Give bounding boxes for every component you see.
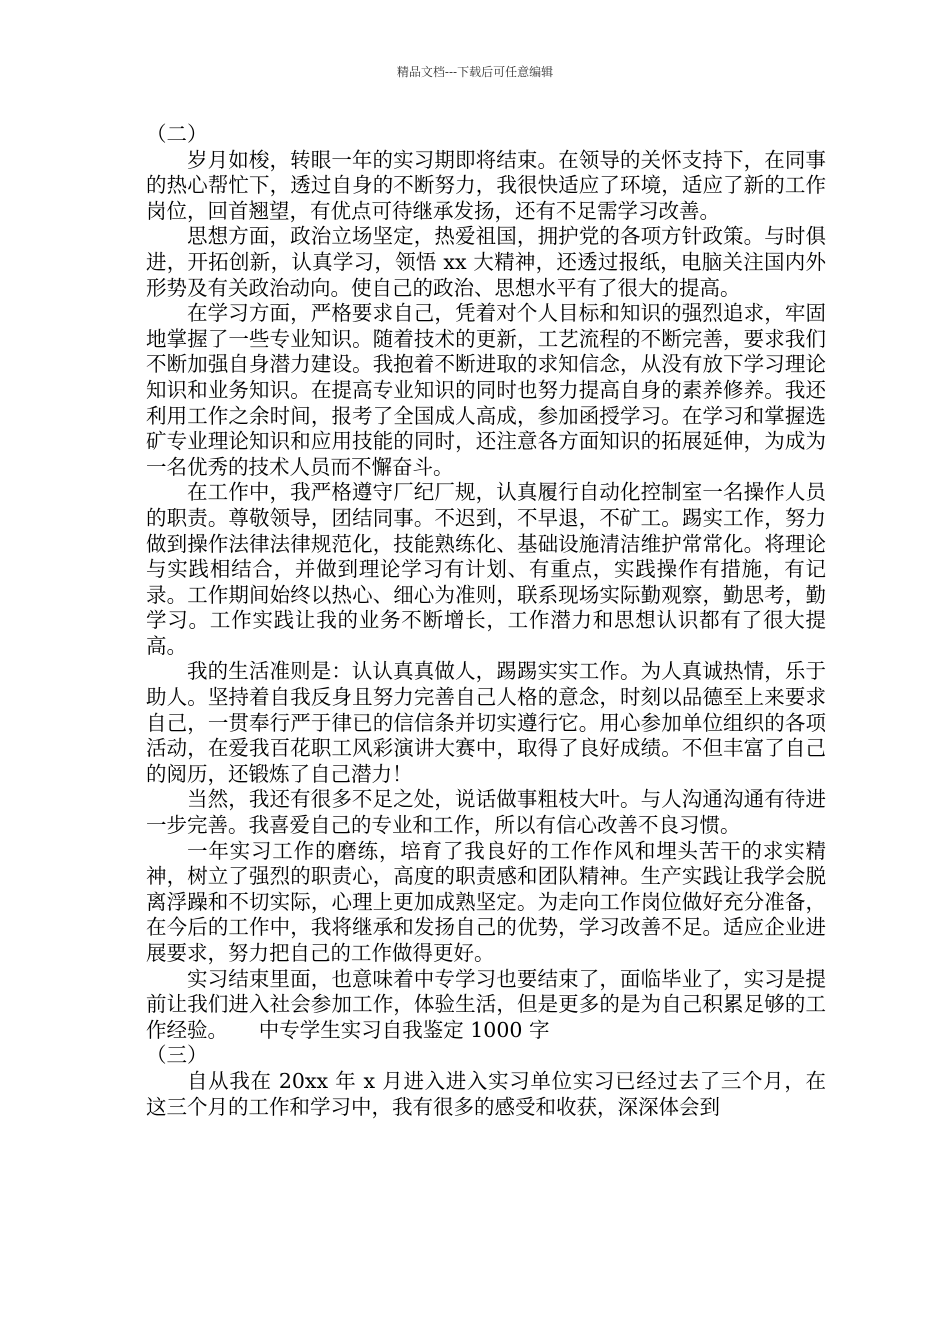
- section-heading-two: （二）: [146, 122, 208, 146]
- paragraph: 在工作中，我严格遵守厂纪厂规，认真履行自动化控制室一名操作人员的职责。尊敬领导，团结同事。不迟到，不早退，不矿工。踢实工作，努力做到操作法律法律规范化，技能熟练化、基础设施清洁维护常常化。将理论与实践相结合，并做到理论学习有计划、有重点，实践操作有措施，有记录。工作期间始终以热心、细心为准则，联系现场实际勤观察，勤思考，勤学习。工作实践让我的业务不断增长，工作潜力和思想认识都有了很大提高。: [146, 480, 826, 658]
- paragraph: 我的生活准则是：认认真真做人，踢踢实实工作。为人真诚热情，乐于助人。坚持着自我反身且努力完善自己人格的意念，时刻以品德至上来要求自己，一贯奉行严于律已的信信条并切实遵行它。用心参加单位组织的各项活动，在爱我百花职工风彩演讲大赛中，取得了良好成绩。不但丰富了自己的阅历，还锻炼了自己潜力！: [146, 659, 826, 786]
- page-header: 精品文档---下载后可任意编辑: [396, 65, 554, 79]
- paragraph: 实习结束里面，也意味着中专学习也要结束了，面临毕业了，实习是提前让我们进入社会参加工作，体验生活，但是更多的是为自己积累足够的工作经验。 中专学生实习自我鉴定 1000 字: [146, 966, 826, 1042]
- paragraph: 当然，我还有很多不足之处，说话做事粗枝大叶。与人沟通沟通有待进一步完善。我喜爱自己的专业和工作，所以有信心改善不良习惯。: [146, 787, 826, 838]
- paragraph: 自从我在 20xx 年 x 月进入进入实习单位实习已经过去了三个月，在这三个月的工作和学习中，我有很多的感受和收获，深深体会到: [146, 1068, 826, 1119]
- paragraph: 一年实习工作的磨练，培育了我良好的工作作风和埋头苦干的求实精神，树立了强烈的职责心，高度的职责感和团队精神。生产实践让我学会脱离浮躁和不切实际，心理上更加成熟坚定。为走向工作岗位做好充分准备，在今后的工作中，我将继承和发扬自己的优势，学习改善不足。适应企业进展要求，努力把自己的工作做得更好。: [146, 838, 826, 965]
- paragraph: 思想方面，政治立场坚定，热爱祖国，拥护党的各项方针政策。与时俱进，开拓创新，认真学习，领悟 xx 大精神，还透过报纸，电脑关注国内外形势及有关政治动向。使自己的政治、思想水平有了很大的提高。: [146, 224, 826, 300]
- paragraph: 在学习方面，严格要求自己，凭着对个人目标和知识的强烈追求，牢固地掌握了一些专业知识。随着技术的更新，工艺流程的不断完善，要求我们不断加强自身潜力建设。我抱着不断进取的求知信念，从没有放下学习理论知识和业务知识。在提高专业知识的同时也努力提高自身的素养修养。我还利用工作之余时间，报考了全国成人高成，参加函授学习。在学习和掌握选矿专业理论知识和应用技能的同时，还注意各方面知识的拓展延伸，为成为一名优秀的技术人员而不懈奋斗。: [146, 301, 826, 479]
- paragraph: 岁月如梭，转眼一年的实习期即将结束。在领导的关怀支持下，在同事的热心帮忙下，透过自身的不断努力，我很快适应了环境，适应了新的工作岗位，回首翘望，有优点可待继承发扬，还有不足需学习改善。: [146, 147, 826, 223]
- document-body: [146, 122, 826, 1120]
- section-heading-three: （三）: [146, 1043, 208, 1068]
